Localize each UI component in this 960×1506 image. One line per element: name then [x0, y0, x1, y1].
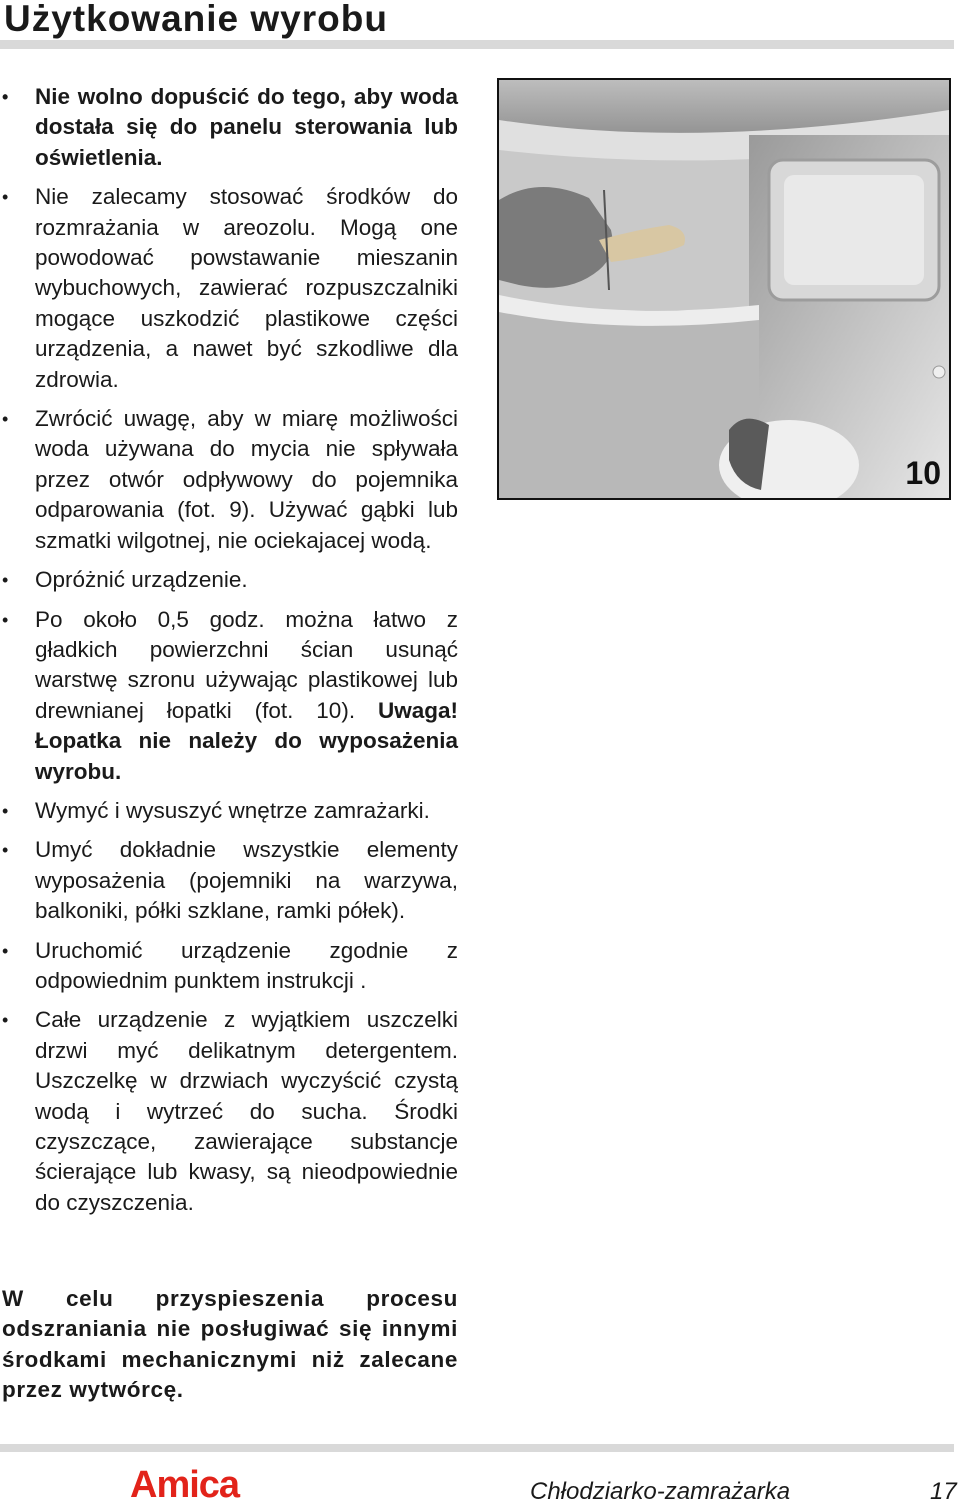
page-title: Użytkowanie wyrobu	[4, 0, 388, 39]
instructions-column	[2, 82, 458, 1227]
freezer-scraper-illustration	[499, 80, 949, 498]
bullet-text: Całe urządzenie z wyjątkiem uszczelki drzwi myć delikatnym detergentem. Uszczelkę w drzwiach wyczyścić czystą wodą i wytrzeć do sucha. Środki czyszczące, zawierające substancje ścierające lub kwasy, są nieodpowiednie do czyszczenia.	[35, 1007, 458, 1215]
bullet-text: Nie wolno dopuścić do tego, aby woda dostała się do panelu sterowania lub oświetlenia.	[35, 84, 458, 170]
bullet-text: Opróżnić urządzenie.	[35, 567, 248, 593]
title-divider	[0, 40, 954, 49]
bullet-item	[2, 835, 458, 926]
bullet-text: Zwrócić uwagę, aby w miarę możliwości woda używana do mycia nie spływała przez otwór odpływowy do pojemnika odparowania (fot. 9). Używać gąbki lub szmatki wilgotnej, nie ociekajacej wodą.	[35, 406, 458, 553]
freezer-photo	[497, 78, 951, 500]
bullet-item	[2, 1005, 458, 1218]
bullet-item	[2, 936, 458, 997]
bullet-item	[2, 796, 458, 826]
footer-divider	[0, 1444, 954, 1452]
bullet-list	[2, 82, 458, 1218]
page-number: 17	[930, 1478, 957, 1505]
figure-number: 10	[905, 455, 941, 491]
bullet-text: Wymyć i wysuszyć wnętrze zamrażarki.	[35, 797, 430, 823]
footer-product-name: Chłodziarko-zamrażarka	[530, 1478, 791, 1505]
bullet-item	[2, 605, 458, 787]
bullet-text: Nie zalecamy stosować środków do rozmrażania w areozolu. Mogą one powodować powstawanie mieszanin wybuchowych, zawierać rozpuszczalniki mogące uszkodzić plastikowe części urządzenia, a nawet być szkodliwe dla zdrowia.	[35, 184, 458, 392]
bullet-item	[2, 182, 458, 395]
svg-text:Amica: Amica	[130, 1466, 240, 1502]
bullet-text: Po około 0,5 godz. można łatwo z gładkich powierzchni ścian usunąć warstwę szronu używając plastikowej lub drewnianej łopatki (fot. 10).	[35, 606, 458, 723]
amica-logo	[130, 1466, 248, 1502]
bullet-item	[2, 82, 458, 173]
bullet-text: Uruchomić urządzenie zgodnie z odpowiednim punktem instrukcji .	[35, 937, 458, 993]
bullet-text: Umyć dokładnie wszystkie elementy wyposażenia (pojemniki na warzywa, balkoniki, półki szklane, ramki półek).	[35, 837, 458, 924]
bullet-item	[2, 404, 458, 556]
bullet-item	[2, 565, 458, 595]
closing-note: W celu przyspieszenia procesu odszraniania nie posługiwać się innymi środkami mechanicznymi niż zalecane przez wytwórcę.	[2, 1286, 458, 1403]
warning-note: Uwaga! Łopatka nie należy do wyposażenia wyrobu.	[35, 697, 458, 784]
